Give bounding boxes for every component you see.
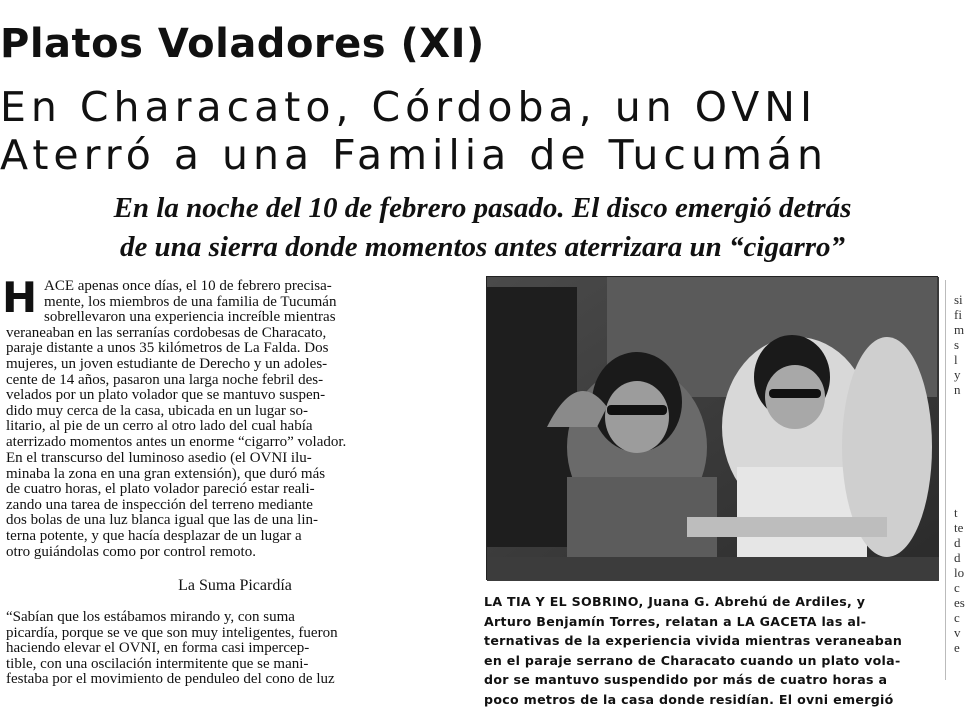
paragraph-1 <box>6 279 476 451</box>
fragment-text: c <box>954 580 974 595</box>
fragment-text: n <box>954 382 974 397</box>
text-line: ACE apenas once días, el 10 de febrero precisa- <box>6 279 476 295</box>
fragment-text: si <box>954 292 974 307</box>
text-line: paraje distante a unos 35 kilómetros de La Falda. Dos <box>6 341 476 357</box>
caption-line: Arturo Benjamín Torres, relatan a LA GACETA las al- <box>484 612 944 632</box>
fragment-text: v <box>954 625 974 640</box>
text-line: otro guiándolas como por control remoto. <box>6 545 476 561</box>
text-line: veraneaban en las serranías cordobesas de Characato, <box>6 326 476 342</box>
subhead: La Suma Picardía <box>0 577 470 595</box>
fragment-text: lo <box>954 565 974 580</box>
text-line: mente, los miembros de una familia de Tucumán <box>6 295 476 311</box>
drop-cap: H <box>2 279 36 317</box>
fragment-text: s <box>954 337 974 352</box>
text-line: festaba por el movimiento de penduleo del cono de luz <box>6 672 476 688</box>
rule <box>945 280 946 680</box>
headline-line-1: En Characato, Córdoba, un OVNI <box>0 78 965 136</box>
text-line: aterrizado momentos antes un enorme “cigarro” volador. <box>6 435 476 451</box>
caption-line: en el paraje serrano de Characato cuando un plato vola- <box>484 651 944 671</box>
text-line: tible, con una oscilación intermitente que se mani- <box>6 657 476 673</box>
fragment-text: c <box>954 610 974 625</box>
fragments-top <box>954 292 974 397</box>
fragments-bottom <box>954 505 974 655</box>
paragraph-2 <box>6 451 476 560</box>
text-line: terna potente, y que hacía desplazar de un lugar a <box>6 529 476 545</box>
caption-line: ternativas de la experiencia vivida mientras veraneaban <box>484 631 944 651</box>
text-line: “Sabían que los estábamos mirando y, con suma <box>6 610 476 626</box>
fragment-text: fi <box>954 307 974 322</box>
text-line: velados por un plato volador que se mantuvo suspen- <box>6 388 476 404</box>
caption-line: dor se mantuvo suspendido por más de cuatro horas a <box>484 670 944 690</box>
text-line: zando una tarea de inspección del terreno mediante <box>6 498 476 514</box>
text-line: En el transcurso del luminoso asedio (el OVNI ilu- <box>6 451 476 467</box>
fragment-text: e <box>954 640 974 655</box>
fragment-text: es <box>954 595 974 610</box>
photo-image <box>487 277 939 581</box>
fragment-text: t <box>954 505 974 520</box>
text-line: dos bolas de una luz blanca igual que las de una lin- <box>6 513 476 529</box>
article-body <box>0 279 470 691</box>
fragment-text: l <box>954 352 974 367</box>
text-line: picardía, porque se ve que son muy inteligentes, fueron <box>6 626 476 642</box>
caption-line: LA TIA Y EL SOBRINO, Juana G. Abrehú de Ardiles, y <box>484 592 944 612</box>
photo <box>486 276 938 580</box>
fragment-text: te <box>954 520 974 535</box>
deck-line-2: de una sierra donde momentos antes aterrizara un “cigarro” <box>0 225 965 269</box>
text-line: cente de 14 años, pasaron una larga noche febril des- <box>6 373 476 389</box>
text-line: sobrellevaron una experiencia increíble mientras <box>6 310 476 326</box>
caption-line: poco metros de la casa donde residían. El ovni emergió <box>484 690 944 709</box>
text-line: mujeres, un joven estudiante de Derecho y un adoles- <box>6 357 476 373</box>
text-line: haciendo elevar el OVNI, en forma casi impercep- <box>6 641 476 657</box>
photo-caption <box>484 592 944 691</box>
text-line: litario, al pie de un cerro al otro lado del cual había <box>6 419 476 435</box>
series-title: Platos Voladores (XI) <box>0 14 560 74</box>
adjacent-column-fragments <box>950 0 970 691</box>
fragment-text: d <box>954 550 974 565</box>
fragment-text: y <box>954 367 974 382</box>
deck-line-1: En la noche del 10 de febrero pasado. El disco emergió detrás <box>0 186 965 230</box>
text-line: de cuatro horas, el plato volador pareció estar reali- <box>6 482 476 498</box>
headline-line-2: Aterró a una Familia de Tucumán <box>0 126 965 184</box>
fragment-text: m <box>954 322 974 337</box>
text-line: dido muy cerca de la casa, ubicada en un lugar so- <box>6 404 476 420</box>
paragraph-3 <box>6 610 476 688</box>
fragment-text: d <box>954 535 974 550</box>
text-line: minaba la zona en una gran extensión), que duró más <box>6 467 476 483</box>
